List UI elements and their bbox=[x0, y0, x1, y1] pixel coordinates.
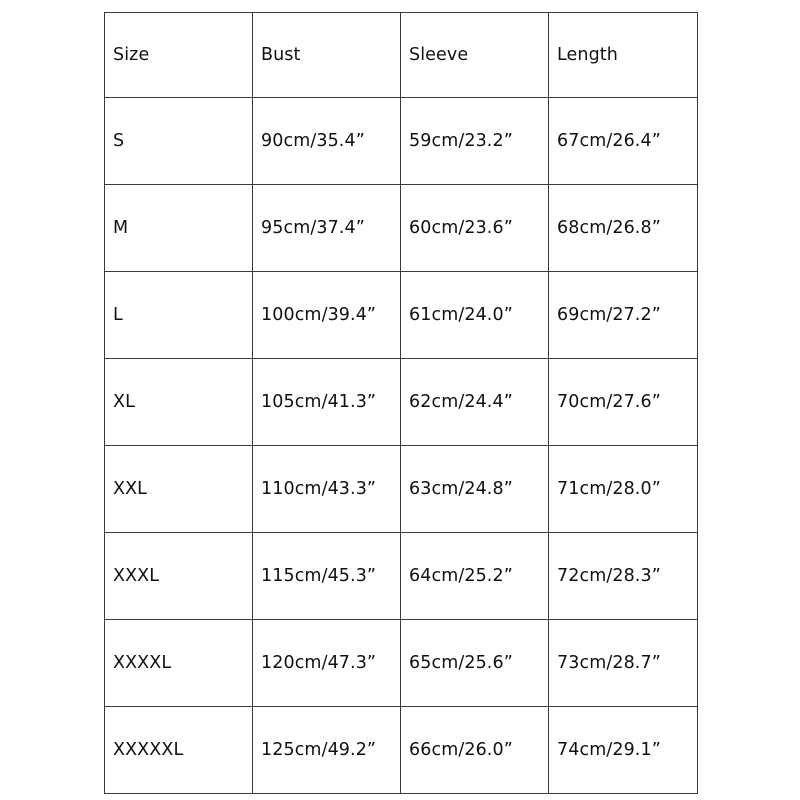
length-cell: 71cm/28.0” bbox=[549, 446, 698, 533]
table-row bbox=[105, 533, 698, 620]
bust-cell: 105cm/41.3” bbox=[253, 359, 401, 446]
sleeve-cell: 62cm/24.4” bbox=[401, 359, 549, 446]
header-cell-length: Length bbox=[549, 13, 698, 98]
size-chart-table bbox=[104, 12, 698, 794]
table-row bbox=[105, 707, 698, 794]
size-cell: L bbox=[105, 272, 253, 359]
sleeve-cell: 66cm/26.0” bbox=[401, 707, 549, 794]
bust-cell: 90cm/35.4” bbox=[253, 98, 401, 185]
table-row bbox=[105, 359, 698, 446]
size-cell: S bbox=[105, 98, 253, 185]
size-cell: XXXXXL bbox=[105, 707, 253, 794]
size-cell: XL bbox=[105, 359, 253, 446]
sleeve-cell: 59cm/23.2” bbox=[401, 98, 549, 185]
size-cell: XXL bbox=[105, 446, 253, 533]
table-row bbox=[105, 446, 698, 533]
bust-cell: 100cm/39.4” bbox=[253, 272, 401, 359]
length-cell: 69cm/27.2” bbox=[549, 272, 698, 359]
bust-cell: 125cm/49.2” bbox=[253, 707, 401, 794]
length-cell: 68cm/26.8” bbox=[549, 185, 698, 272]
table-header-row bbox=[105, 13, 698, 98]
bust-cell: 110cm/43.3” bbox=[253, 446, 401, 533]
bust-cell: 95cm/37.4” bbox=[253, 185, 401, 272]
size-cell: XXXL bbox=[105, 533, 253, 620]
sleeve-cell: 64cm/25.2” bbox=[401, 533, 549, 620]
length-cell: 73cm/28.7” bbox=[549, 620, 698, 707]
sleeve-cell: 63cm/24.8” bbox=[401, 446, 549, 533]
length-cell: 74cm/29.1” bbox=[549, 707, 698, 794]
size-cell: XXXXL bbox=[105, 620, 253, 707]
header-cell-size: Size bbox=[105, 13, 253, 98]
header-cell-bust: Bust bbox=[253, 13, 401, 98]
table-row bbox=[105, 272, 698, 359]
sleeve-cell: 60cm/23.6” bbox=[401, 185, 549, 272]
table-row bbox=[105, 185, 698, 272]
sleeve-cell: 65cm/25.6” bbox=[401, 620, 549, 707]
length-cell: 72cm/28.3” bbox=[549, 533, 698, 620]
sleeve-cell: 61cm/24.0” bbox=[401, 272, 549, 359]
table-row bbox=[105, 620, 698, 707]
bust-cell: 120cm/47.3” bbox=[253, 620, 401, 707]
bust-cell: 115cm/45.3” bbox=[253, 533, 401, 620]
size-cell: M bbox=[105, 185, 253, 272]
length-cell: 67cm/26.4” bbox=[549, 98, 698, 185]
length-cell: 70cm/27.6” bbox=[549, 359, 698, 446]
header-cell-sleeve: Sleeve bbox=[401, 13, 549, 98]
table-row bbox=[105, 98, 698, 185]
